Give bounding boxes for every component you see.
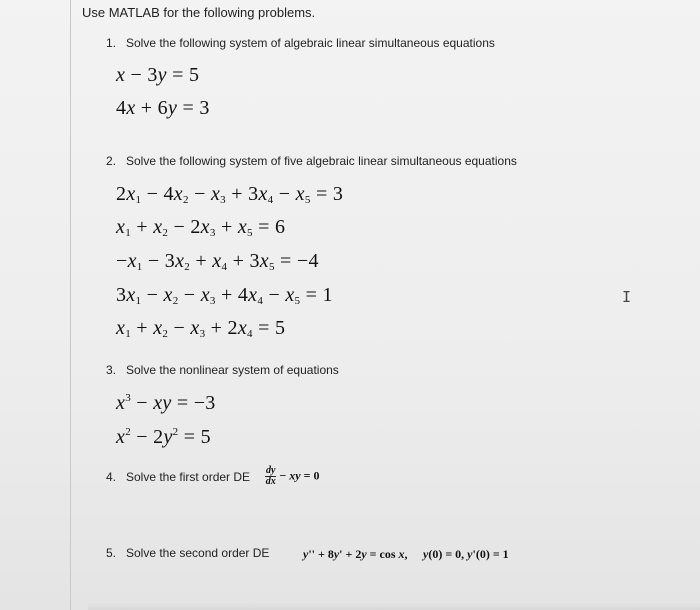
problem-2-heading xyxy=(106,154,517,168)
problem-5-equation: y'' + 8y' + 2y = cos x, xyxy=(303,547,408,561)
problem-4-heading xyxy=(106,470,250,484)
problem-5-conditions: y(0) = 0, y'(0) = 1 xyxy=(423,547,509,561)
problem-2-number: 2. xyxy=(106,154,117,168)
problem-2-equation-4: $3x_1 - x_2 - x_3 + 4x_4 - x_5 = 1$ xyxy=(116,284,333,307)
page-shadow xyxy=(88,602,700,610)
problem-2-equation-2: $x_1 + x_2 - 2x_3 + x_5 = 6$ xyxy=(116,216,286,239)
page-edge xyxy=(70,0,71,610)
problem-2-equation-5: $x_1 + x_2 - x_3 + 2x_4 = 5$ xyxy=(116,317,286,340)
problem-4-number: 4. xyxy=(106,470,117,484)
problem-1-text: Solve the following system of algebraic linear simultaneous equations xyxy=(126,36,495,50)
problem-3-number: 3. xyxy=(106,363,117,377)
problem-3-heading xyxy=(106,363,339,377)
problem-1-equation-1: x − 3y = 5 xyxy=(116,64,200,86)
problem-3-text: Solve the nonlinear system of equations xyxy=(126,363,339,377)
problem-5-text: Solve the second order DE xyxy=(126,546,270,560)
problem-5-heading xyxy=(106,546,269,560)
problem-2-equation-1: $2x_1 - 4x_2 - x_3 + 3x_4 - x_5 = 3$ xyxy=(116,183,344,206)
problem-1-number: 1. xyxy=(106,36,117,50)
problem-2-text: Solve the following system of five algebraic linear simultaneous equations xyxy=(126,154,517,168)
problem-4-equation: $\frac{dy}{dx}$ − xy = 0 xyxy=(265,465,320,487)
problem-5-number: 5. xyxy=(106,546,117,560)
problem-3-equation-1: $x^3$ − xy = −3 xyxy=(116,392,216,414)
intro-text: Use MATLAB for the following problems. xyxy=(82,5,316,20)
problem-1-heading xyxy=(106,36,495,50)
problem-1-equation-2: 4x + 6y = 3 xyxy=(116,97,210,119)
i-beam-cursor-icon: I xyxy=(622,288,632,306)
problem-4-text: Solve the first order DE xyxy=(126,470,251,484)
problem-3-equation-2: $x^2 - 2y^2 = 5$ xyxy=(116,426,211,448)
problem-2-equation-3: $-x_1 - 3x_2 + x_4 + 3x_5 = -4$ xyxy=(116,250,319,273)
